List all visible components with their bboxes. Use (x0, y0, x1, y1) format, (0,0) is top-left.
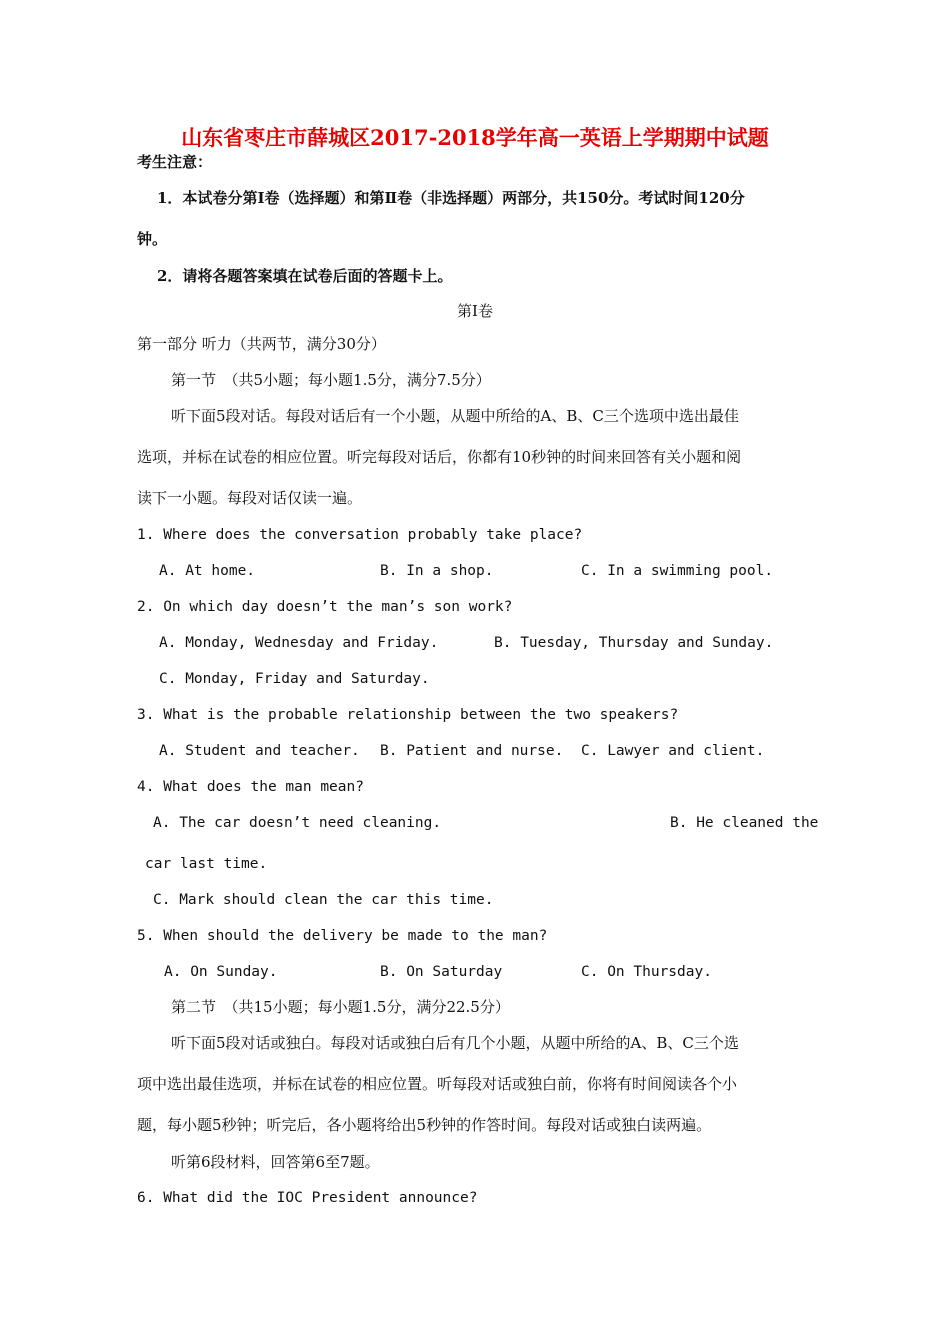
section-1-instructions: 听下面5段对话。每段对话后有一个小题，从题中所给的A、B、C三个选项中选出最佳 (171, 407, 739, 425)
question-3-option-c: C. Lawyer and client. (581, 743, 765, 759)
notice-item-1-cont: 钟。 (137, 230, 168, 248)
document-title: 山东省枣庄市薛城区2017-2018学年高一英语上学期期中试题 (181, 125, 769, 150)
section-1-heading: 第一节 （共5小题；每小题1.5分，满分7.5分） (171, 371, 491, 389)
question-1-option-c: C. In a swimming pool. (581, 563, 774, 579)
question-5-option-b: B. On Saturday (380, 964, 503, 980)
notice-item-2: 2．请将各题答案填在试卷后面的答题卡上。 (157, 267, 453, 285)
question-2-option-b: B. Tuesday, Thursday and Sunday. (494, 635, 774, 651)
section-1-instructions-end: 读下一小题。每段对话仅读一遍。 (137, 489, 363, 507)
question-4-option-b: B. He cleaned the (670, 815, 819, 831)
question-2-option-a: A. Monday, Wednesday and Friday. (159, 635, 439, 651)
question-4-option-b-cont: car last time. (145, 856, 268, 872)
notice-item-1: 1．本试卷分第Ⅰ卷（选择题）和第Ⅱ卷（非选择题）两部分，共150分。考试时间120分 (157, 189, 745, 207)
question-3-option-a: A. Student and teacher. (159, 743, 360, 759)
volume-heading: 第Ⅰ卷 (457, 302, 493, 320)
question-3-option-b: B. Patient and nurse. (380, 743, 564, 759)
question-3-stem: 3. What is the probable relationship between the two speakers? (137, 707, 679, 723)
material-6-heading: 听第6段材料，回答第6至7题。 (171, 1153, 380, 1171)
question-6-stem: 6. What did the IOC President announce? (137, 1190, 478, 1206)
question-4-option-a: A. The car doesn’t need cleaning. (153, 815, 442, 831)
section-2-instructions-cont: 项中选出最佳选项，并标在试卷的相应位置。听每段对话或独白前，你将有时间阅读各个小 (137, 1075, 738, 1093)
section-1-instructions-cont: 选项，并标在试卷的相应位置。听完每段对话后，你都有10秒钟的时间来回答有关小题和阅 (137, 448, 742, 466)
question-5-option-c: C. On Thursday. (581, 964, 712, 980)
question-5-stem: 5. When should the delivery be made to the man? (137, 928, 548, 944)
question-2-option-c: C. Monday, Friday and Saturday. (159, 671, 430, 687)
section-2-instructions: 听下面5段对话或独白。每段对话或独白后有几个小题，从题中所给的A、B、C三个选 (171, 1034, 739, 1052)
section-2-instructions-end: 题，每小题5秒钟；听完后，各小题将给出5秒钟的作答时间。每段对话或独白读两遍。 (137, 1116, 712, 1134)
question-5-option-a: A. On Sunday. (164, 964, 278, 980)
question-2-stem: 2. On which day doesn’t the man’s son work? (137, 599, 513, 615)
question-1-stem: 1. Where does the conversation probably take place? (137, 527, 583, 543)
question-1-option-a: A. At home. (159, 563, 256, 579)
notice-heading: 考生注意： (137, 153, 213, 171)
section-2-heading: 第二节 （共15小题；每小题1.5分，满分22.5分） (171, 998, 510, 1016)
question-4-stem: 4. What does the man mean? (137, 779, 364, 795)
part-1-heading: 第一部分 听力（共两节，满分30分） (137, 335, 386, 353)
question-4-option-c: C. Mark should clean the car this time. (153, 892, 494, 908)
question-1-option-b: B. In a shop. (380, 563, 494, 579)
